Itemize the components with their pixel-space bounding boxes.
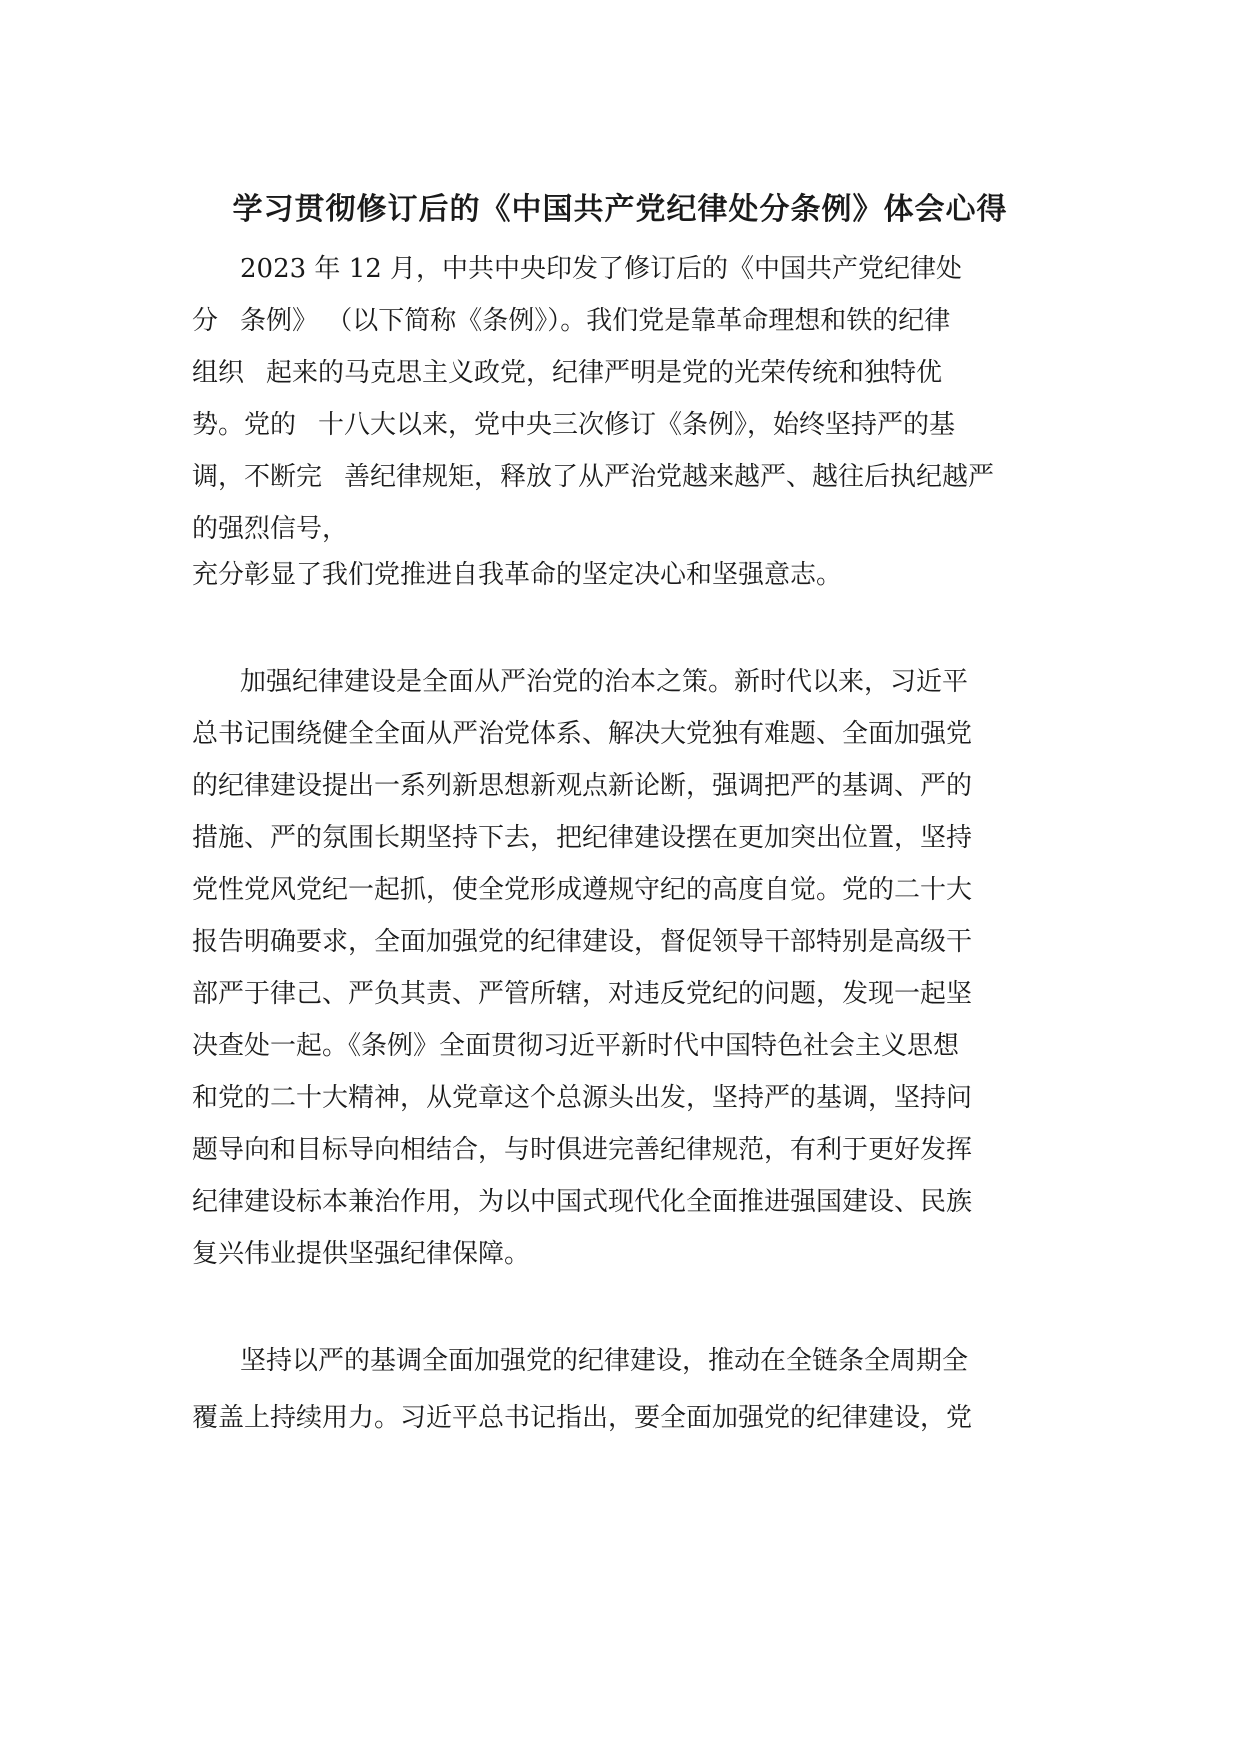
text-line: 纪律建设标本兼治作用，为以中国式现代化全面推进强国建设、民族 (192, 1187, 973, 1217)
text-line (192, 460, 994, 494)
text-segment: 起来的马克思主义政党，纪律严明是党的光荣传统和独特优 (266, 358, 943, 388)
text-segment: 分 (192, 306, 219, 336)
text-line: 的纪律建设提出一系列新思想新观点新论断，强调把严的基调、严的 (192, 771, 973, 801)
text-line: 党性党风党纪一起抓，使全党形成遵规守纪的高度自觉。党的二十大 (192, 875, 973, 905)
text-line: 覆盖上持续用力。习近平总书记指出，要全面加强党的纪律建设，党 (192, 1403, 973, 1433)
text-line: 充分彰显了我们党推进自我革命的坚定决心和坚强意志。 (192, 560, 843, 590)
document-title: 学习贯彻修订后的《中国共产党纪律处分条例》体会心得 (232, 192, 1008, 227)
text-line: 总书记围绕健全全面从严治党体系、解决大党独有难题、全面加强党 (192, 719, 973, 749)
text-line: 复兴伟业提供坚强纪律保障。 (192, 1239, 531, 1269)
text-line: 部严于律己、严负其责、严管所辖，对违反党纪的问题，发现一起坚 (192, 979, 973, 1009)
text-line (192, 304, 950, 338)
text-line: 报告明确要求，全面加强党的纪律建设，督促领导干部特别是高级干 (192, 927, 973, 957)
text-line: 措施、严的氛围长期坚持下去，把纪律建设摆在更加突出位置，坚持 (192, 823, 973, 853)
text-segment: 组织 (192, 358, 245, 388)
text-line: 坚持以严的基调全面加强党的纪律建设，推动在全链条全周期全 (240, 1346, 969, 1376)
text-segment: 势。党的 (192, 410, 297, 440)
text-line (192, 408, 955, 442)
text-line: 和党的二十大精神，从党章这个总源头出发，坚持严的基调，坚持问 (192, 1083, 973, 1113)
text-line: 的强烈信号， (192, 514, 349, 544)
text-segment: 调，不断完 (192, 462, 323, 492)
text-line: 决查处一起。《条例》全面贯彻习近平新时代中国特色社会主义思想 (192, 1031, 960, 1061)
text-line: 题导向和目标导向相结合，与时俱进完善纪律规范，有利于更好发挥 (192, 1135, 973, 1165)
text-segment: 条例》 （以下简称《条例》）。我们党是靠革命理想和铁的纪律 (240, 306, 951, 336)
text-segment: 十八大以来，党中央三次修订《条例》，始终坚持严的基 (318, 410, 956, 440)
text-line (192, 356, 942, 390)
text-line: 加强纪律建设是全面从严治党的治本之策。新时代以来，习近平 (240, 667, 969, 697)
text-line: 2023 年 12 月，中共中央印发了修订后的《中国共产党纪律处 (240, 254, 963, 284)
text-segment: 善纪律规矩，释放了从严治党越来越严、越往后执纪越严 (344, 462, 995, 492)
